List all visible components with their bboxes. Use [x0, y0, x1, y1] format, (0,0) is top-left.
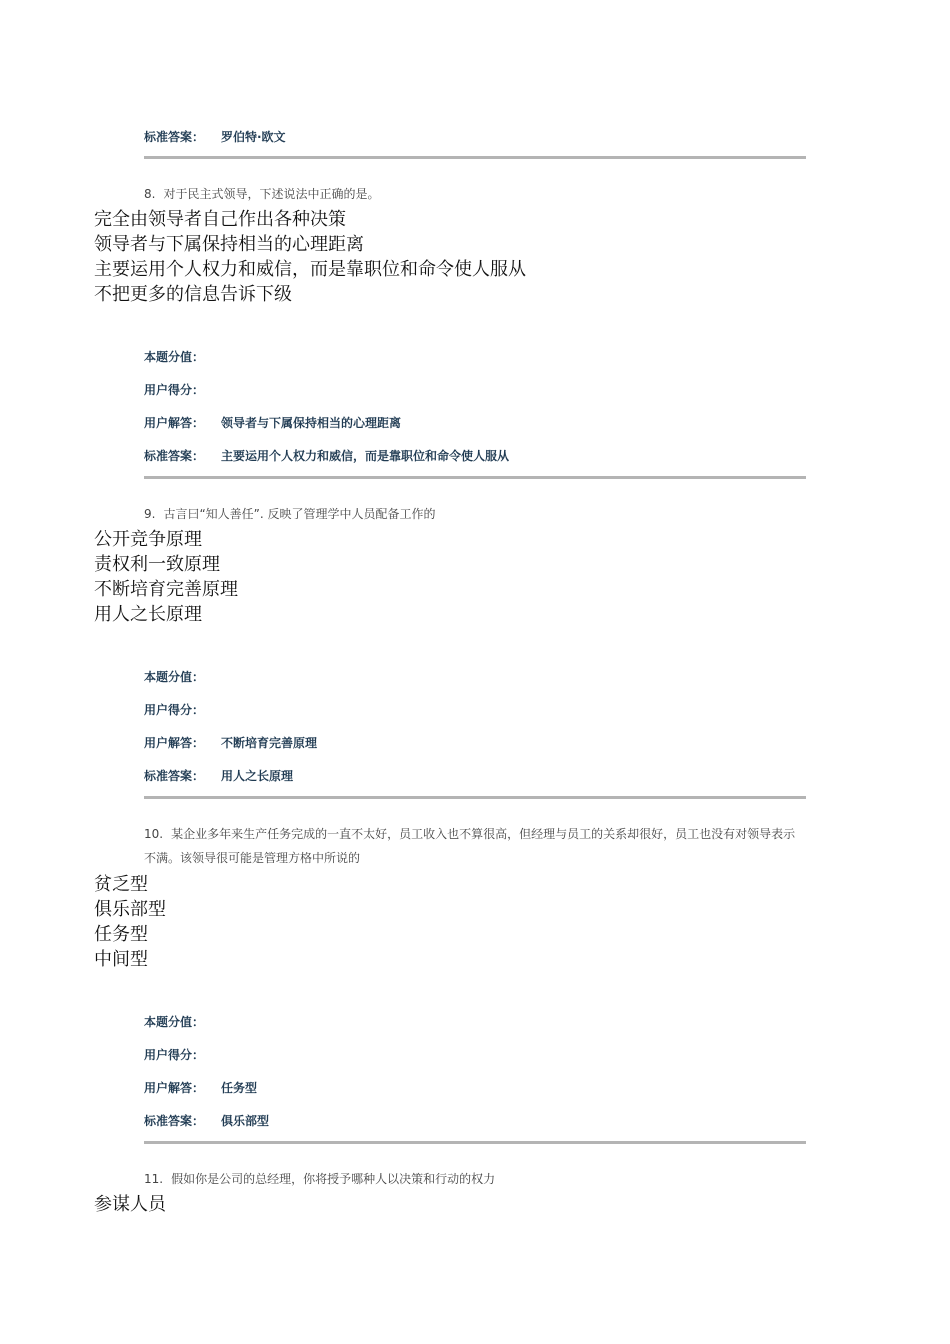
question-9-option-4[interactable]: 用人之长原理: [94, 604, 202, 625]
standard-answer-label: 标准答案：: [144, 769, 205, 783]
divider: [144, 796, 806, 799]
question-9-user-answer-row: [144, 735, 317, 751]
standard-answer-value: 用人之长原理: [221, 769, 294, 783]
question-9-option-3[interactable]: 不断培育完善原理: [94, 579, 238, 600]
question-10-standard-answer-row: [144, 1113, 269, 1129]
divider: [144, 476, 806, 479]
user-answer-label: 用户解答：: [144, 416, 205, 430]
question-9-option-2[interactable]: 责权利一致原理: [94, 554, 220, 575]
question-8-standard-answer-row: [144, 448, 509, 464]
question-10-option-1[interactable]: 贫乏型: [94, 874, 148, 895]
question-9-standard-answer-row: [144, 768, 293, 784]
question-number: 11.: [144, 1172, 164, 1186]
question-9-score-row: [144, 669, 221, 685]
question-9-option-1[interactable]: 公开竞争原理: [94, 529, 202, 550]
question-10-option-3[interactable]: 任务型: [94, 924, 148, 945]
user-score-label: 用户得分：: [144, 703, 205, 717]
divider: [144, 1141, 806, 1144]
question-10-option-4[interactable]: 中间型: [94, 949, 148, 970]
question-9: [144, 502, 806, 526]
question-10: [144, 822, 806, 870]
question-8-user-score-row: [144, 382, 221, 398]
question-8-score-row: [144, 349, 221, 365]
question-10-option-2[interactable]: 俱乐部型: [94, 899, 166, 920]
question-10-user-score-row: [144, 1047, 221, 1063]
question-10-score-row: [144, 1014, 221, 1030]
score-label: 本题分值：: [144, 670, 205, 684]
question-number: 9.: [144, 507, 156, 521]
user-answer-value: 不断培育完善原理: [221, 736, 318, 750]
score-label: 本题分值：: [144, 350, 205, 364]
standard-answer-value: 主要运用个人权力和威信，而是靠职位和命令使人服从: [221, 449, 510, 463]
question-8-user-answer-row: [144, 415, 401, 431]
question-text: 假如你是公司的总经理，你将授予哪种人以决策和行动的权力: [171, 1172, 496, 1186]
question-text: 某企业多年来生产任务完成的一直不太好，员工收入也不算很高，但经理与员工的关系却很好，员工也没有对领导表示不满。该领导很可能是管理方格中所说的: [144, 827, 796, 865]
question-11-option-1[interactable]: 参谋人员: [94, 1194, 166, 1215]
question-text: 对于民主式领导，下述说法中正确的是。: [163, 187, 380, 201]
question-11: [144, 1167, 806, 1191]
user-score-label: 用户得分：: [144, 1048, 205, 1062]
question-8-option-2[interactable]: 领导者与下属保持相当的心理距离: [94, 234, 364, 255]
standard-answer-value: 俱乐部型: [221, 1114, 270, 1128]
question-number: 8.: [144, 187, 156, 201]
question-8-option-3[interactable]: 主要运用个人权力和威信，而是靠职位和命令使人服从: [94, 259, 526, 280]
question-text: 古言曰“知人善任”. 反映了管理学中人员配备工作的: [163, 507, 436, 521]
question-10-user-answer-row: [144, 1080, 257, 1096]
user-answer-value: 领导者与下属保持相当的心理距离: [221, 416, 402, 430]
standard-answer-label: 标准答案：: [144, 1114, 205, 1128]
question-9-user-score-row: [144, 702, 221, 718]
question-8: [144, 182, 806, 206]
score-label: 本题分值：: [144, 1015, 205, 1029]
user-score-label: 用户得分：: [144, 383, 205, 397]
question-8-option-4[interactable]: 不把更多的信息告诉下级: [94, 284, 292, 305]
question-number: 10.: [144, 827, 164, 841]
standard-answer-value: 罗伯特·欧文: [221, 130, 286, 144]
question-8-option-1[interactable]: 完全由领导者自己作出各种决策: [94, 209, 346, 230]
user-answer-value: 任务型: [221, 1081, 258, 1095]
user-answer-label: 用户解答：: [144, 736, 205, 750]
prev-standard-answer-row: [144, 129, 286, 145]
standard-answer-label: 标准答案：: [144, 449, 205, 463]
divider: [144, 156, 806, 159]
standard-answer-label: 标准答案：: [144, 130, 205, 144]
user-answer-label: 用户解答：: [144, 1081, 205, 1095]
